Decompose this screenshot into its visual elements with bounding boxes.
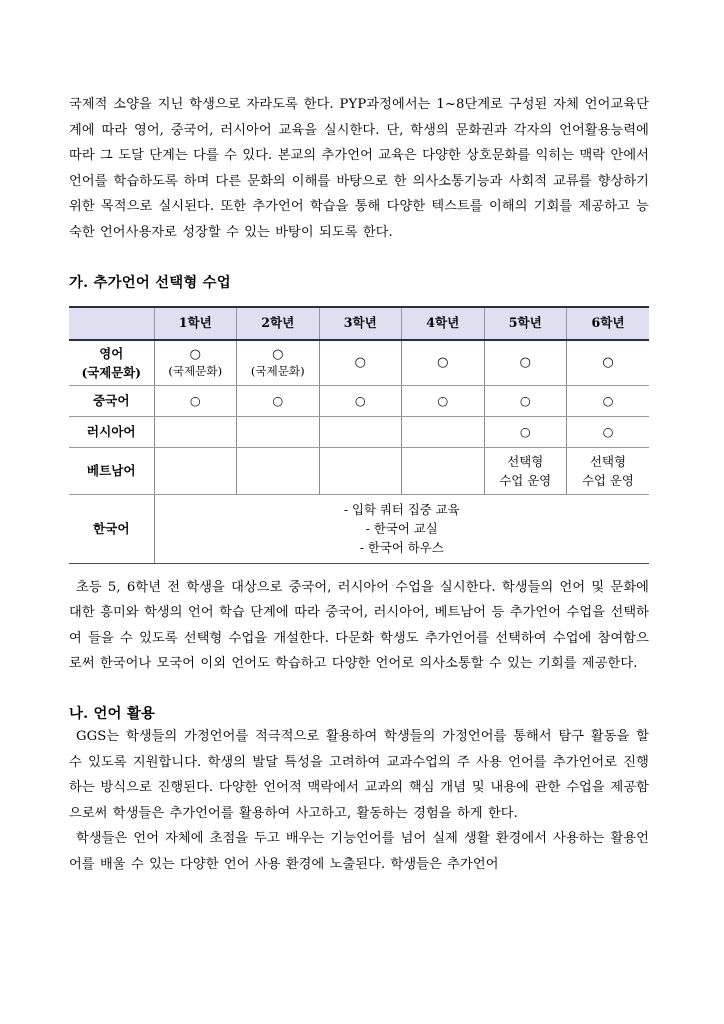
cell-english-grade-3 <box>319 340 402 386</box>
availability-mark: ○ <box>437 354 449 370</box>
table-header-row <box>69 307 649 340</box>
cell-line-1: 선택형 <box>590 453 626 469</box>
availability-mark: ○ <box>189 346 201 362</box>
section-b-paragraph-1: GGS는 학생들의 가정언어를 적극적으로 활용하여 학생들의 가정언어를 통해서 탐구 활동을 할 수 있도록 지원합니다. 학생의 발달 특성을 고려하여 교과수업의 주 사용 언어를 추가언어로 진행하는 방식으로 진행된다. 다양한 언어적 맥락에서 교과의 핵심 개념 및 내용에 관한 수업을 제공함으로써 학생들은 추가언어를 활용하여 사고하고, 활동하는 경험을 하게 한다. <box>69 728 649 821</box>
cell-vietnamese-grade-2 <box>237 447 320 494</box>
cell-korean-programs <box>154 494 649 563</box>
korean-program-line-2: - 한국어 교실 <box>365 521 438 537</box>
cell-russian-grade-1 <box>154 416 237 447</box>
table-row <box>69 447 649 494</box>
table-row <box>69 385 649 416</box>
cell-russian-grade-5: ○ <box>484 416 567 447</box>
intro-paragraph: 국제적 소양을 지닌 학생으로 자라도록 한다. PYP과정에서는 1~8단계로 구성된 자체 언어교육단계에 따라 영어, 중국어, 러시아어 교육을 실시한다. 단, 학생의 문화권과 각자의 언어활용능력에 따라 그 도달 단계는 다를 수 있다. 본교의 추가언어 교육은 다양한 상호문화를 익히는 맥락 안에서 언어를 학습하도록 하며 다른 문화의 이해를 바탕으로 한 의사소통기능과 사회적 교류를 향상하기 위한 목적으로 실시된다. 또한 추가언어 학습을 통해 다양한 텍스트를 이해의 기회를 제공하고 능숙한 언어사용자로 성장할 수 있는 바탕이 되도록 한다. <box>69 97 649 240</box>
table-header-grade-1: 1학년 <box>154 307 237 340</box>
cell-chinese-grade-6: ○ <box>567 385 650 416</box>
section-heading-a: 가. 추가언어 선택형 수업 <box>69 273 231 291</box>
cell-vietnamese-grade-6 <box>567 447 650 494</box>
cell-vietnamese-grade-5 <box>484 447 567 494</box>
cell-chinese-grade-5: ○ <box>484 385 567 416</box>
cell-vietnamese-grade-3 <box>319 447 402 494</box>
cell-english-grade-1 <box>154 340 237 386</box>
row-label-vietnamese: 베트남어 <box>69 447 154 494</box>
table-header-grade-3: 3학년 <box>319 307 402 340</box>
cell-english-grade-6 <box>567 340 650 386</box>
row-label-russian: 러시아어 <box>69 416 154 447</box>
cell-line-2: 수업 운영 <box>499 472 552 488</box>
cell-russian-grade-2 <box>237 416 320 447</box>
cell-chinese-grade-3: ○ <box>319 385 402 416</box>
spacer <box>69 564 649 575</box>
section-heading-b: 나. 언어 활용 <box>69 704 156 722</box>
availability-mark: ○ <box>272 346 284 362</box>
availability-mark: ○ <box>519 354 531 370</box>
korean-program-line-1: - 입학 쿼터 집중 교육 <box>343 502 460 518</box>
row-label-line-1: 영어 <box>99 345 124 361</box>
table-row <box>69 340 649 386</box>
cell-note: (국제문화) <box>168 363 223 378</box>
table-row <box>69 494 649 563</box>
table-header-grade-6: 6학년 <box>567 307 650 340</box>
cell-line-2: 수업 운영 <box>582 472 634 488</box>
table-header-corner <box>69 307 154 340</box>
cell-note: (국제문화) <box>250 363 305 378</box>
availability-mark: ○ <box>354 354 366 370</box>
table-header-grade-2: 2학년 <box>237 307 320 340</box>
table-header-grade-4: 4학년 <box>402 307 485 340</box>
cell-russian-grade-6: ○ <box>567 416 650 447</box>
additional-language-table <box>69 306 649 564</box>
row-label-korean: 한국어 <box>69 494 154 563</box>
table-row <box>69 416 649 447</box>
korean-program-line-3: - 한국어 하우스 <box>359 540 444 556</box>
cell-english-grade-4 <box>402 340 485 386</box>
cell-chinese-grade-2: ○ <box>237 385 320 416</box>
row-label-line-2: (국제문화) <box>81 364 142 380</box>
cell-line-1: 선택형 <box>507 453 544 469</box>
cell-english-grade-5 <box>484 340 567 386</box>
document-content <box>69 92 649 878</box>
cell-russian-grade-4 <box>402 416 485 447</box>
table-header-grade-5: 5학년 <box>484 307 567 340</box>
cell-russian-grade-3 <box>319 416 402 447</box>
spacer <box>69 293 649 306</box>
spacer <box>69 677 649 704</box>
cell-chinese-grade-1: ○ <box>154 385 237 416</box>
cell-vietnamese-grade-1 <box>154 447 237 494</box>
cell-english-grade-2 <box>237 340 320 386</box>
row-label-english <box>69 340 154 386</box>
availability-mark: ○ <box>602 354 614 370</box>
section-b-paragraph-2: 학생들은 언어 자체에 초점을 두고 배우는 기능언어를 넘어 실제 생활 환경에서 사용하는 활용언어를 배울 수 있는 다양한 언어 사용 환경에 노출된다. 학생들은 추가언어 <box>69 831 649 872</box>
cell-chinese-grade-4: ○ <box>402 385 485 416</box>
row-label-chinese: 중국어 <box>69 385 154 416</box>
cell-vietnamese-grade-4 <box>402 447 485 494</box>
spacer <box>69 246 649 273</box>
section-a-paragraph: 초등 5, 6학년 전 학생을 대상으로 중국어, 러시아어 수업을 실시한다. 학생들의 언어 및 문화에 대한 흥미와 학생의 언어 학습 단계에 따라 중국어, 러시아어, 베트남어 등 추가언어 수업을 선택하여 들을 수 있도록 선택형 수업을 개설한다. 다문화 학생도 추가언어를 선택하여 수업에 참여함으로써 한국어나 모국어 이외 언어도 학습하고 다양한 언어로 의사소통할 수 있는 기회를 제공한다. <box>69 579 649 672</box>
